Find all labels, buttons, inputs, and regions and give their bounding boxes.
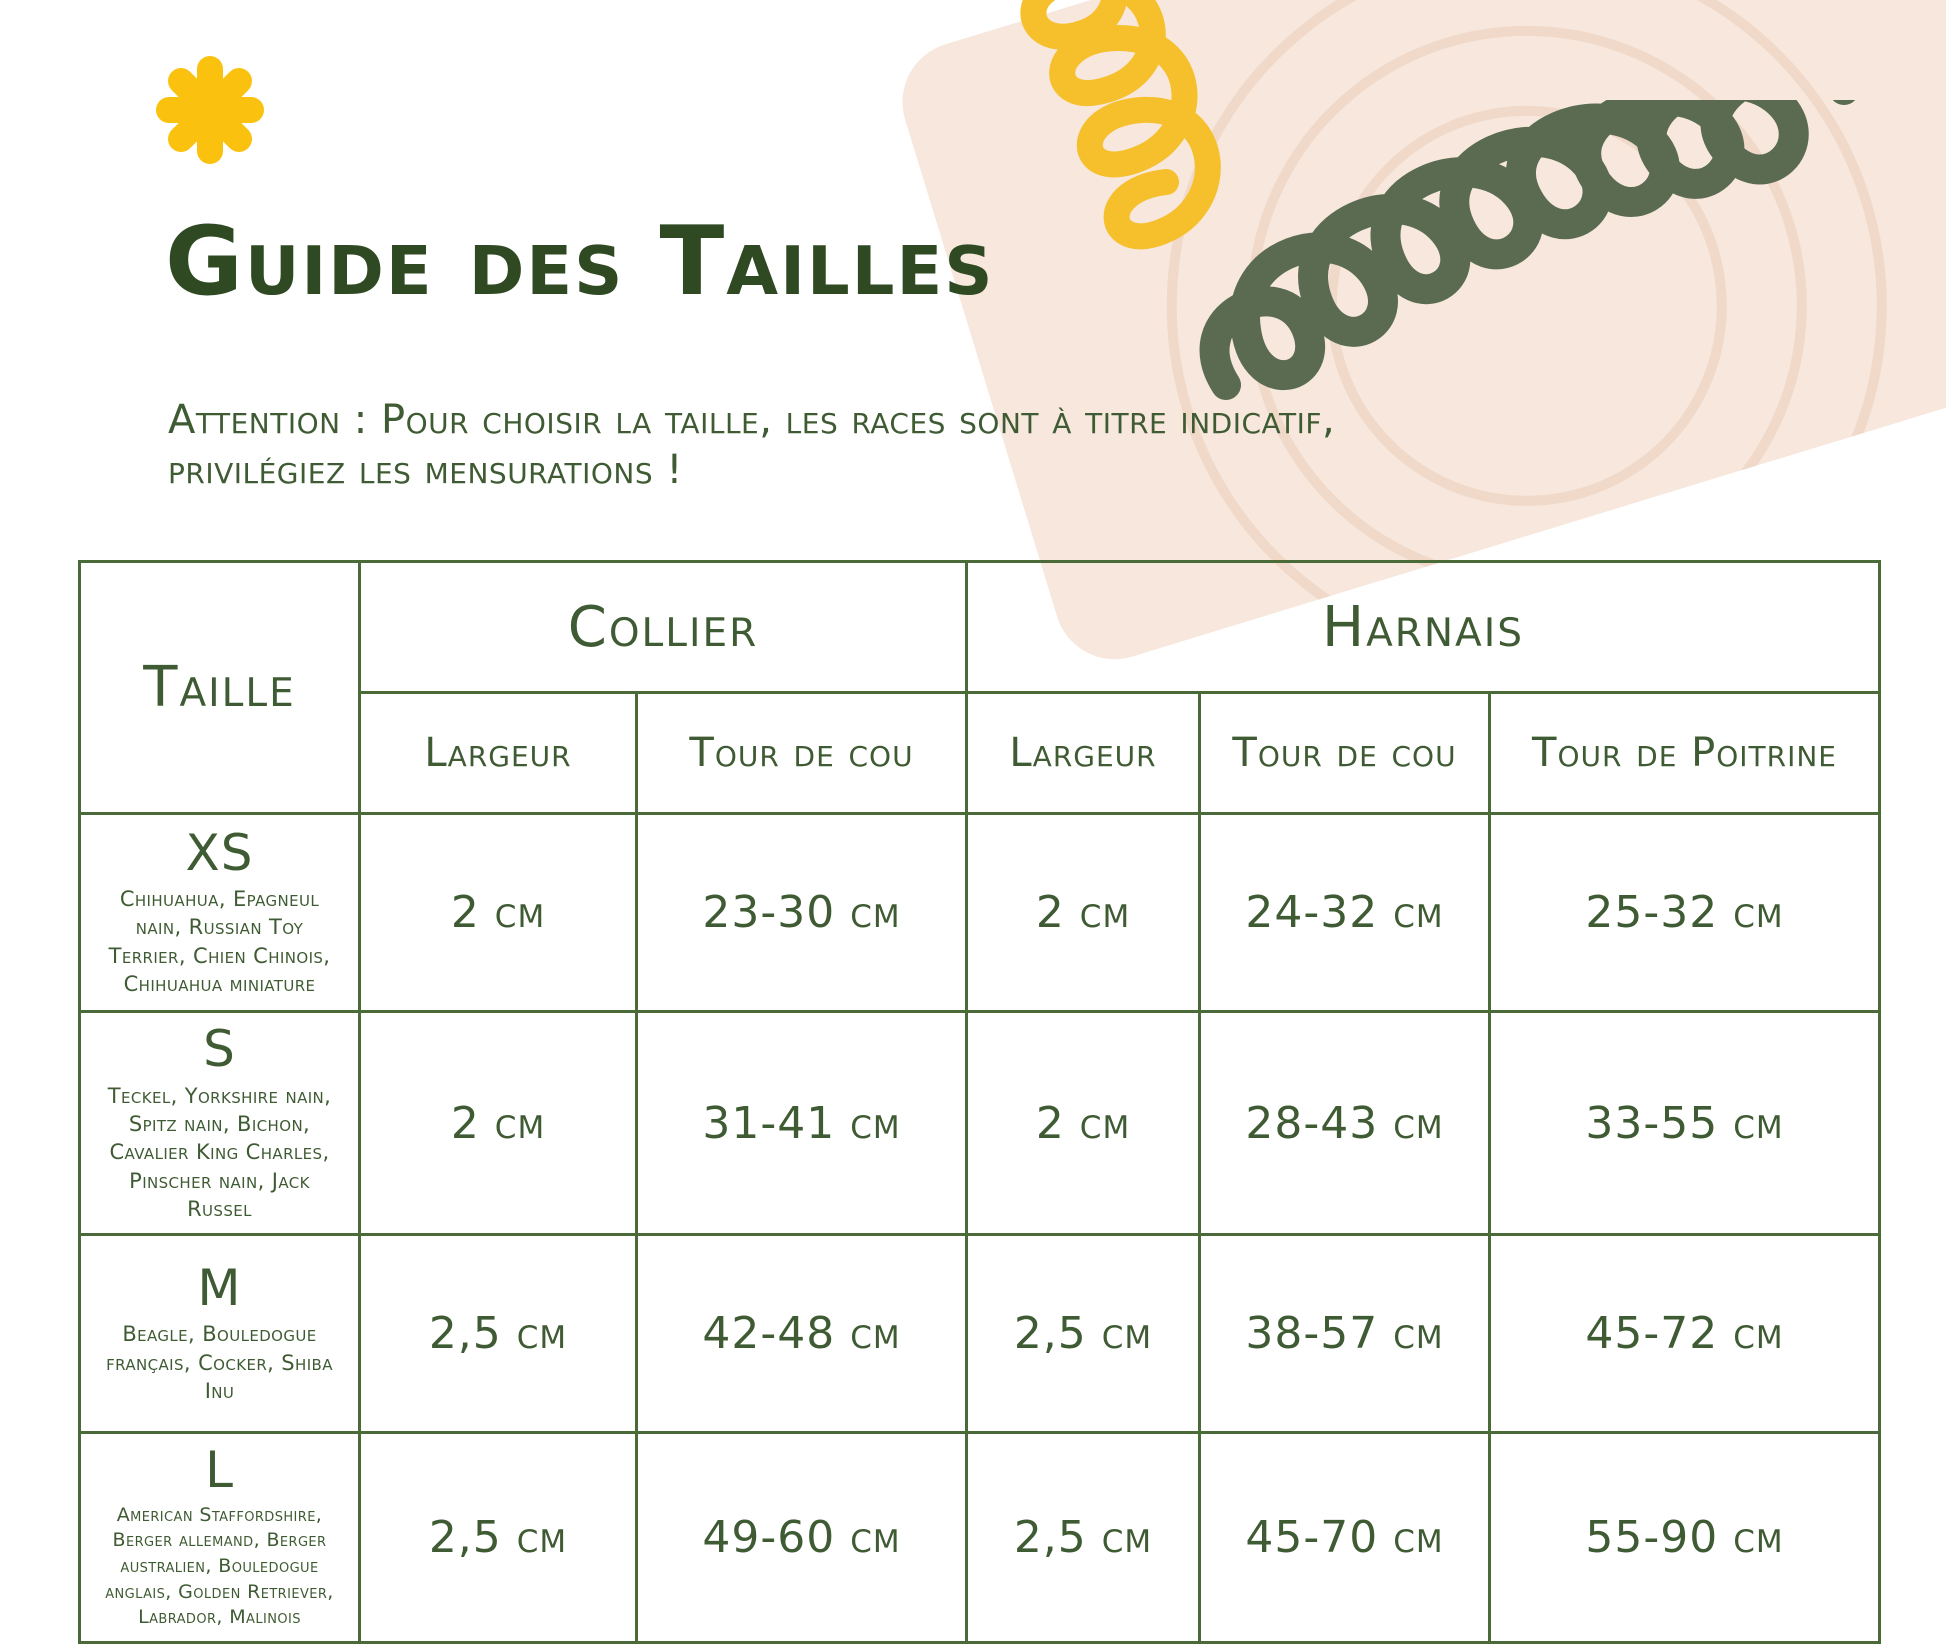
table-row (80, 814, 1880, 1012)
page-title: Guide des Tailles (165, 207, 995, 317)
harnais-tour-de-cou-value: 24-32 cm (1200, 814, 1490, 1012)
collier-tour-de-cou-value: 23-30 cm (637, 814, 967, 1012)
size-table-wrapper (78, 560, 1878, 1644)
table-row (80, 1433, 1880, 1643)
size-letter: S (203, 1020, 236, 1078)
size-cell (80, 1235, 360, 1433)
harnais-tour-de-poitrine-value: 55-90 cm (1490, 1433, 1880, 1643)
size-cell (80, 1433, 360, 1643)
size-breeds: American Staffordshire, Berger allemand, Berger australien, Bouledogue anglais, Golden Retriever, Labrador, Malinois (105, 1503, 334, 1629)
header-harnais: Harnais (967, 562, 1880, 693)
header-harnais-largeur: Largeur (967, 693, 1200, 814)
green-squiggle-icon (1186, 100, 1946, 420)
collier-tour-de-cou-value: 31-41 cm (637, 1012, 967, 1235)
collier-tour-de-cou-value: 49-60 cm (637, 1433, 967, 1643)
size-letter: XS (185, 823, 254, 882)
header-harnais-tour-de-poitrine: Tour de Poitrine (1490, 693, 1880, 814)
harnais-largeur-value: 2 cm (967, 1012, 1200, 1235)
size-cell (80, 814, 360, 1012)
size-letter: M (197, 1258, 242, 1317)
size-letter: L (205, 1441, 234, 1500)
asterisk-flower-icon (150, 50, 270, 170)
size-breeds: Chihuahua, Epagneul nain, Russian Toy Terrier, Chien Chinois, Chihuahua miniature (108, 887, 331, 997)
harnais-tour-de-poitrine-value: 45-72 cm (1490, 1235, 1880, 1433)
table-row (80, 1235, 1880, 1433)
size-cell (80, 1012, 360, 1235)
harnais-tour-de-cou-value: 38-57 cm (1200, 1235, 1490, 1433)
size-breeds: Teckel, Yorkshire nain, Spitz nain, Bichon, Cavalier King Charles, Pinscher nain, Jack Russel (107, 1083, 332, 1221)
harnais-largeur-value: 2,5 cm (967, 1235, 1200, 1433)
collier-tour-de-cou-value: 42-48 cm (637, 1235, 967, 1433)
table-row (80, 1012, 1880, 1235)
collier-largeur-value: 2 cm (360, 1012, 637, 1235)
header-harnais-tour-de-cou: Tour de cou (1200, 693, 1490, 814)
page-notice: Attention : Pour choisir la taille, les races sont à titre indicatif, privilégiez les mensurations ! (168, 397, 1336, 493)
size-table (78, 560, 1881, 1644)
harnais-largeur-value: 2 cm (967, 814, 1200, 1012)
collier-largeur-value: 2,5 cm (360, 1235, 637, 1433)
size-breeds: Beagle, Bouledogue français, Cocker, Shiba Inu (106, 1322, 333, 1404)
harnais-tour-de-poitrine-value: 25-32 cm (1490, 814, 1880, 1012)
harnais-tour-de-poitrine-value: 33-55 cm (1490, 1012, 1880, 1235)
harnais-largeur-value: 2,5 cm (967, 1433, 1200, 1643)
header-collier-tour-de-cou: Tour de cou (637, 693, 967, 814)
harnais-tour-de-cou-value: 28-43 cm (1200, 1012, 1490, 1235)
header-collier: Collier (360, 562, 967, 693)
header-collier-largeur: Largeur (360, 693, 637, 814)
harnais-tour-de-cou-value: 45-70 cm (1200, 1433, 1490, 1643)
collier-largeur-value: 2 cm (360, 814, 637, 1012)
header-taille: Taille (80, 562, 360, 814)
table-group-header-row (80, 562, 1880, 693)
collier-largeur-value: 2,5 cm (360, 1433, 637, 1643)
